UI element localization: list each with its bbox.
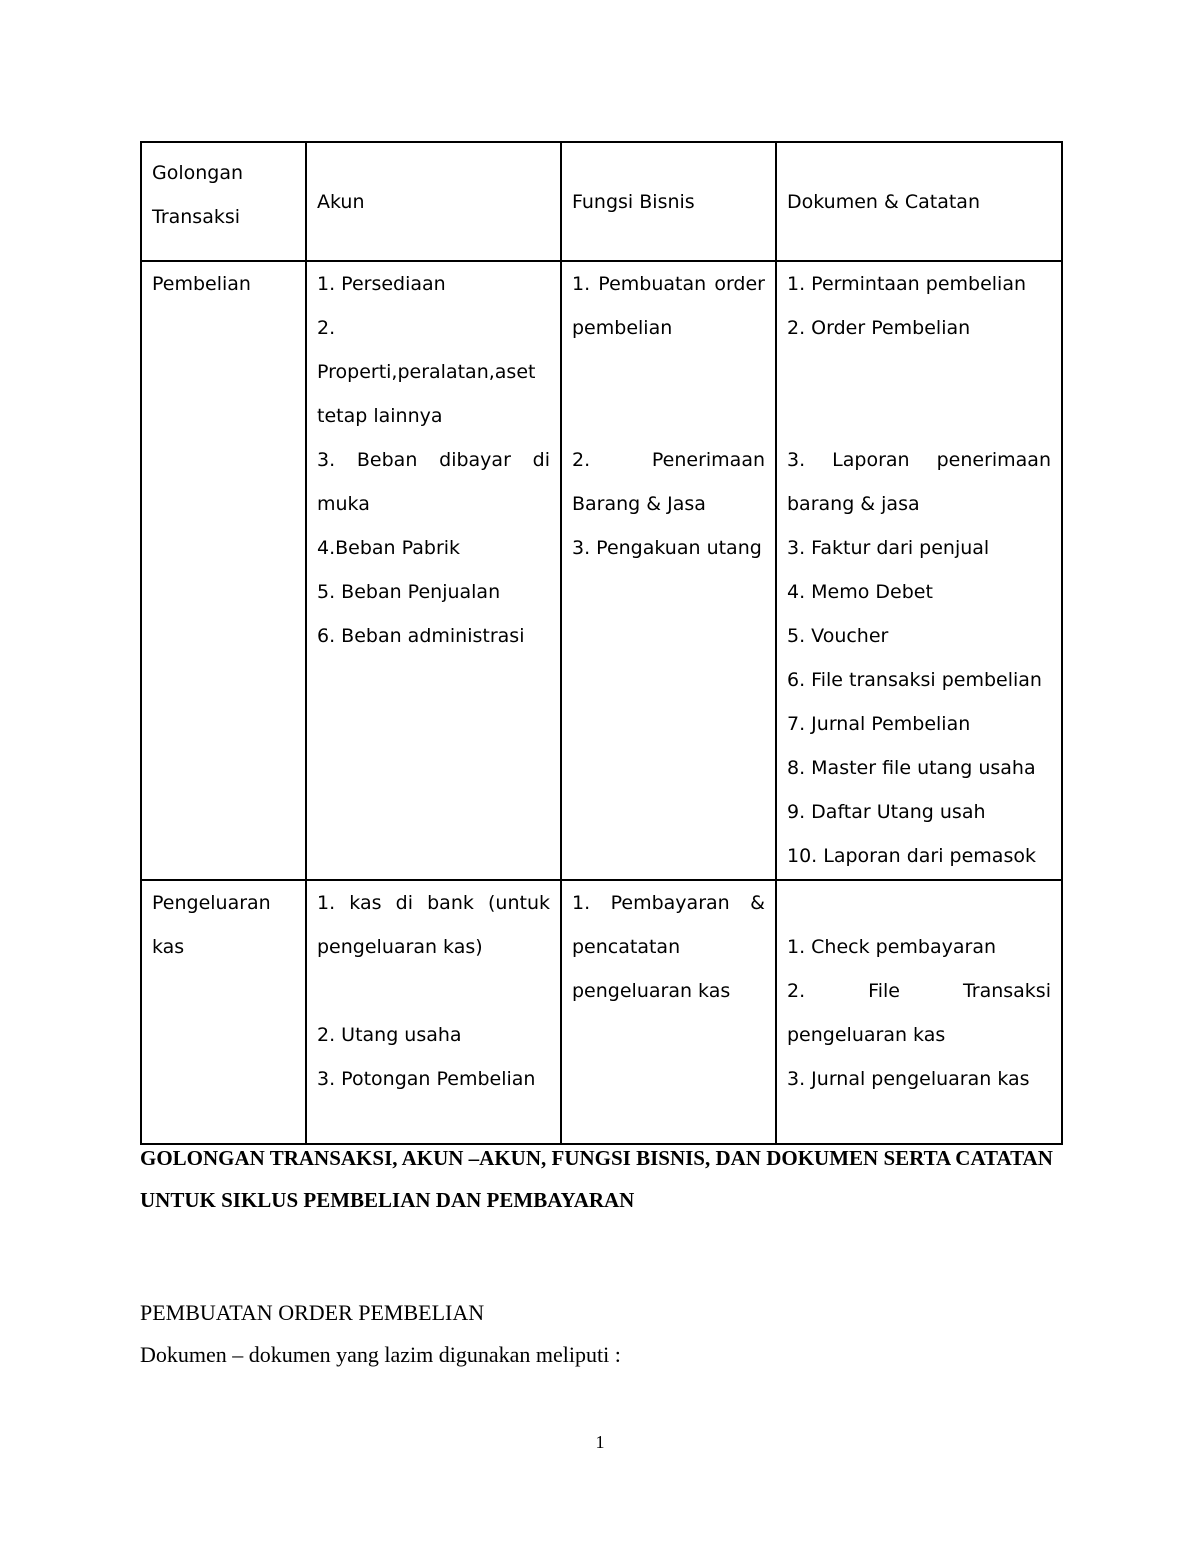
- page-number: 1: [595, 1432, 605, 1452]
- header-golongan: [141, 142, 306, 261]
- list-item: pencatatan: [572, 936, 681, 958]
- list-item: 3. Beban dibayar di: [317, 449, 550, 471]
- table-row: [141, 261, 1062, 880]
- pengeluaran-fungsi-cell: [561, 880, 776, 1144]
- pengeluaran-golongan-line1: Pengeluaran: [152, 892, 271, 914]
- list-item: 2. File Transaksi: [787, 980, 1051, 1002]
- pengeluaran-dokumen-cell: [776, 880, 1062, 1144]
- table-caption: GOLONGAN TRANSAKSI, AKUN –AKUN, FUNGSI BISNIS, DAN DOKUMEN SERTA CATATAN UNTUK SIKLUS PEMBELIAN DAN PEMBAYARAN: [140, 1146, 1053, 1212]
- list-item: Barang & Jasa: [572, 493, 706, 515]
- list-item: 5. Beban Penjualan: [317, 581, 501, 603]
- list-item: pembelian: [572, 317, 673, 339]
- list-item: 9. Daftar Utang usah: [787, 801, 986, 823]
- pengeluaran-akun-cell: [306, 880, 561, 1144]
- list-item: 4.Beban Pabrik: [317, 537, 461, 559]
- header-golongan-line2: Transaksi: [152, 206, 241, 228]
- list-item: pengeluaran kas): [317, 936, 483, 958]
- list-item: 6. Beban administrasi: [317, 625, 525, 647]
- list-item: 1. kas di bank (untuk: [317, 892, 550, 914]
- body-paragraph: Dokumen – dokumen yang lazim digunakan meliputi :: [140, 1342, 621, 1367]
- list-item: tetap lainnya: [317, 405, 443, 427]
- list-item: 2. Utang usaha: [317, 1024, 462, 1046]
- list-item: 1. Pembayaran &: [572, 892, 765, 914]
- list-item: 2. Penerimaan: [572, 449, 765, 471]
- list-item: 3. Laporan penerimaan: [787, 449, 1051, 471]
- list-item: muka: [317, 493, 370, 515]
- list-item: 8. Master file utang usaha: [787, 757, 1036, 779]
- table-row: [141, 880, 1062, 1144]
- list-item: Properti,peralatan,aset: [317, 361, 536, 383]
- list-item: 1. Pembuatan order: [572, 273, 765, 295]
- header-fungsi-label: Fungsi Bisnis: [572, 190, 695, 213]
- header-dokumen-label: Dokumen & Catatan: [787, 190, 980, 213]
- header-akun-label: Akun: [317, 190, 365, 213]
- list-item: 5. Voucher: [787, 625, 889, 647]
- pengeluaran-golongan-line2: kas: [152, 936, 185, 958]
- pembelian-akun-cell: [306, 261, 561, 880]
- list-item: 3. Potongan Pembelian: [317, 1068, 536, 1090]
- section-heading: PEMBUATAN ORDER PEMBELIAN: [140, 1300, 485, 1325]
- header-dokumen: [776, 142, 1062, 261]
- list-item: 1. Permintaan pembelian: [787, 273, 1027, 295]
- pembelian-golongan-cell: [141, 261, 306, 880]
- list-item: 2.: [317, 317, 336, 339]
- pembelian-dokumen-cell: [776, 261, 1062, 880]
- header-akun: [306, 142, 561, 261]
- pembelian-fungsi-cell: [561, 261, 776, 880]
- list-item: 1. Persediaan: [317, 273, 446, 295]
- list-item: barang & jasa: [787, 493, 920, 515]
- list-item: 3. Pengakuan utang: [572, 537, 762, 559]
- list-item: 10. Laporan dari pemasok: [787, 845, 1036, 867]
- list-item: 1. Check pembayaran: [787, 936, 996, 958]
- list-item: 4. Memo Debet: [787, 581, 933, 603]
- list-item: pengeluaran kas: [787, 1024, 946, 1046]
- list-item: 7. Jurnal Pembelian: [787, 713, 971, 735]
- table-header-row: [141, 142, 1062, 261]
- pembelian-golongan: Pembelian: [152, 273, 251, 295]
- transaction-table: [140, 141, 1063, 1145]
- header-golongan-line1: Golongan: [152, 162, 244, 184]
- header-fungsi: [561, 142, 776, 261]
- pengeluaran-golongan-cell: [141, 880, 306, 1144]
- list-item: 3. Faktur dari penjual: [787, 537, 990, 559]
- list-item: pengeluaran kas: [572, 980, 731, 1002]
- list-item: 3. Jurnal pengeluaran kas: [787, 1068, 1030, 1090]
- list-item: 6. File transaksi pembelian: [787, 669, 1042, 691]
- list-item: 2. Order Pembelian: [787, 317, 971, 339]
